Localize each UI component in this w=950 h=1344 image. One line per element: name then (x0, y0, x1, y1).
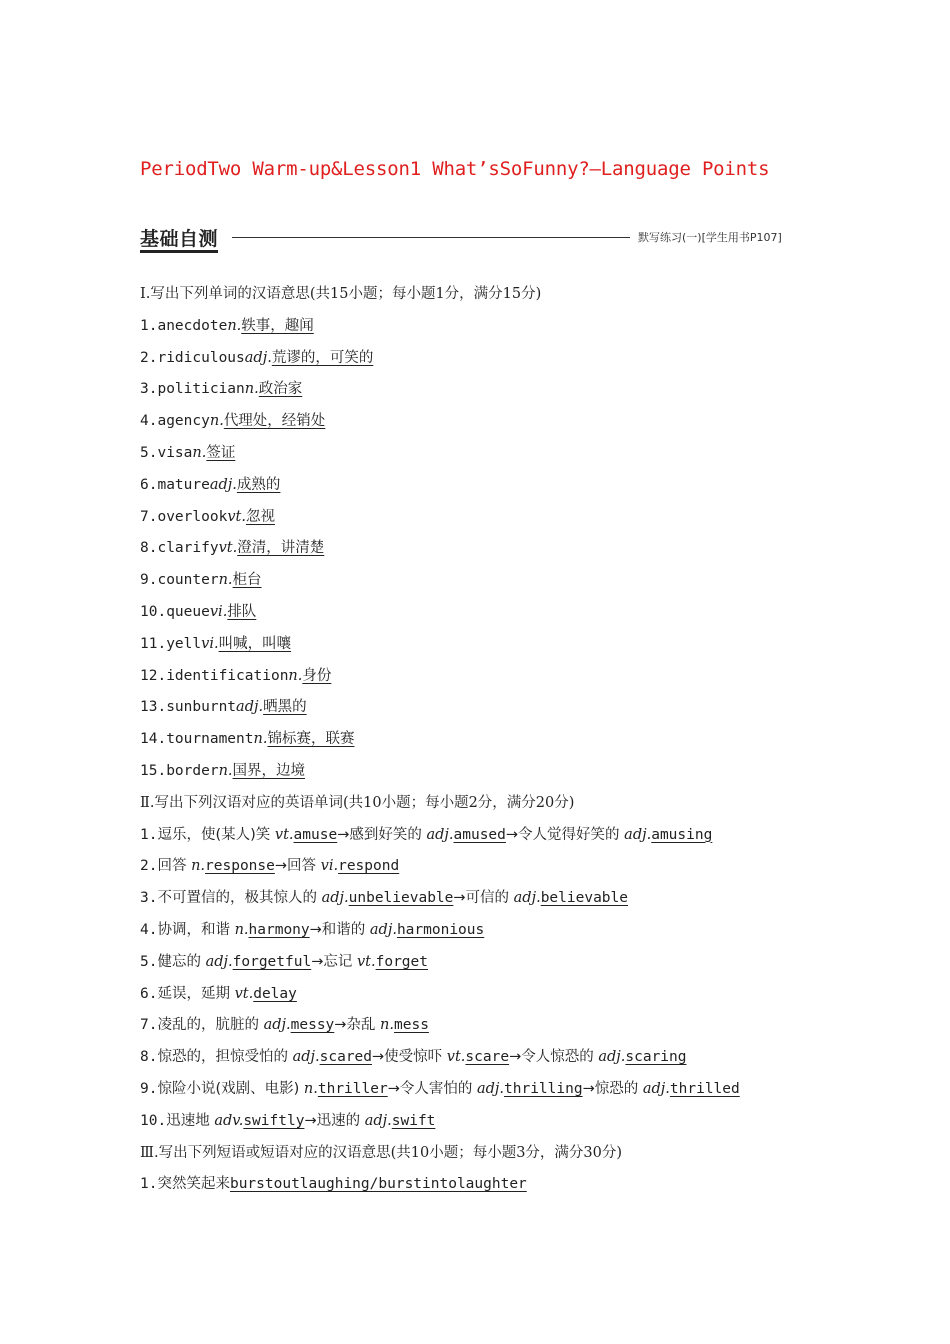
part-of-speech: adj. (209, 476, 237, 493)
item-answer: 晒黑的 (263, 699, 307, 716)
part-of-speech: adj. (364, 1112, 392, 1129)
item-prompt: →令人觉得好笑的 (505, 826, 625, 843)
item-prompt: 凌乱的，肮脏的 (157, 1017, 264, 1034)
item-number: 3. (140, 890, 158, 907)
item-answer: 柜台 (232, 572, 262, 589)
item-prompt: 延误，延期 (157, 985, 235, 1002)
item-prompt: 惊险小说(戏剧、电影) (157, 1080, 304, 1097)
item-answer: mess (394, 1017, 429, 1034)
item-word: anecdote (157, 317, 228, 334)
item-answer: 轶事，趣闻 (241, 317, 314, 334)
item-number: 10. (140, 603, 167, 620)
item-answer: scared (319, 1049, 373, 1066)
item-prompt: →令人惊恐的 (509, 1049, 599, 1066)
item-prompt: →感到好笑的 (337, 826, 427, 843)
item-number: 2. (140, 349, 158, 366)
item-answer: messy (290, 1017, 335, 1034)
item-answer: 澄清，讲清楚 (237, 540, 325, 557)
item-answer: 成熟的 (236, 476, 281, 493)
item-prompt: →惊恐的 (582, 1080, 643, 1097)
part-of-speech: adj. (476, 1080, 505, 1097)
item-number: 11. (140, 635, 167, 652)
part-of-speech: vt. (274, 826, 294, 843)
part-of-speech: vi. (201, 635, 219, 652)
item-number: 6. (140, 476, 158, 493)
item-answer: amused (453, 826, 506, 843)
item-answer: harmonious (396, 921, 485, 938)
item-prompt: →迅速的 (304, 1112, 365, 1129)
list-item (140, 759, 820, 791)
item-word: queue (166, 603, 210, 620)
list-item (140, 377, 820, 409)
item-answer: burstoutlaughing/burstintolaughter (229, 1176, 527, 1193)
part-of-speech: adj. (426, 826, 454, 843)
part-of-speech: n. (218, 572, 233, 589)
item-number: 1. (140, 317, 158, 334)
list-item (140, 314, 820, 346)
item-word: tournament (166, 731, 254, 748)
item-number: 4. (140, 413, 158, 430)
list-item (140, 1109, 820, 1141)
item-prompt: 不可置信的，极其惊人的 (157, 890, 322, 907)
item-answer: 荒谬的，可笑的 (271, 349, 374, 366)
list-item (140, 886, 820, 918)
item-answer: 忽视 (245, 508, 275, 525)
section-name: 基础自测 (140, 228, 219, 250)
part-of-speech: n. (218, 762, 233, 779)
item-answer: believable (540, 890, 629, 907)
item-prompt: 健忘的 (157, 953, 206, 970)
part-of-speech: adj. (624, 826, 652, 843)
part-of-speech: n. (253, 731, 268, 748)
part2-heading: Ⅱ.写出下列汉语对应的英语单词(共10小题；每小题2分，满分20分) (140, 794, 575, 811)
item-word: counter (157, 572, 219, 589)
item-answer: amuse (293, 826, 338, 843)
item-answer: 身份 (302, 667, 332, 684)
item-number: 13. (140, 699, 167, 716)
item-number: 5. (140, 953, 158, 970)
list-item (140, 1172, 820, 1204)
item-number: 1. (140, 826, 158, 843)
item-answer: delay (253, 985, 297, 1002)
item-number: 6. (140, 985, 158, 1002)
item-answer: amusing (651, 826, 713, 843)
list-item (140, 918, 820, 950)
part-of-speech: n. (244, 381, 259, 398)
part-of-speech: n. (192, 444, 207, 461)
item-number: 7. (140, 1017, 158, 1034)
part-of-speech: adj. (263, 1017, 291, 1034)
part-of-speech: adv. (214, 1112, 244, 1129)
part-of-speech: vt. (218, 540, 238, 557)
item-number: 7. (140, 508, 158, 525)
item-word: politician (157, 381, 245, 398)
item-word: border (166, 762, 219, 779)
item-prompt: →回答 (274, 858, 321, 875)
list-item (140, 441, 820, 473)
item-answer: thrilled (669, 1080, 740, 1097)
item-prompt: →使受惊吓 (372, 1049, 447, 1066)
part-of-speech: n. (227, 317, 242, 334)
item-answer: response (205, 858, 275, 875)
item-answer: 排队 (227, 603, 257, 620)
list-item (140, 505, 820, 537)
item-number: 10. (140, 1112, 167, 1129)
part-of-speech: n. (380, 1017, 394, 1034)
section-note: 默写练习(一)[学生用书P107] (638, 231, 782, 244)
part-of-speech: adj. (244, 349, 272, 366)
list-item (140, 1077, 820, 1109)
item-answer: unbelievable (348, 890, 454, 907)
part-of-speech: adj. (321, 890, 349, 907)
list-item (140, 982, 820, 1014)
list-item (140, 695, 820, 727)
list-item (140, 823, 820, 855)
part3-heading: Ⅲ.写出下列短语或短语对应的汉语意思(共10小题；每小题3分，满分30分) (140, 1144, 623, 1161)
item-number: 12. (140, 667, 167, 684)
part1-heading: Ⅰ.写出下列单词的汉语意思(共15小题；每小题1分，满分15分) (140, 286, 542, 302)
item-answer: swiftly (243, 1112, 305, 1129)
item-number: 8. (140, 1049, 158, 1066)
item-answer: harmony (248, 921, 310, 938)
list-item (140, 473, 820, 505)
part-of-speech: adj. (642, 1080, 670, 1097)
part-of-speech: n. (209, 413, 224, 430)
list-item (140, 536, 820, 568)
part-of-speech: n. (191, 858, 206, 875)
item-answer: thrilling (504, 1080, 583, 1097)
item-word: visa (157, 444, 193, 461)
item-word: ridiculous (157, 349, 245, 366)
list-item (140, 632, 820, 664)
part-of-speech: n. (234, 921, 249, 938)
item-word: clarify (157, 540, 219, 557)
part-of-speech: adj. (236, 699, 264, 716)
list-item (140, 409, 820, 441)
section-header (140, 224, 810, 252)
item-word: sunburnt (166, 699, 237, 716)
item-prompt: 惊恐的，担惊受怕的 (157, 1049, 293, 1066)
item-prompt: 逗乐，使(某人)笑 (157, 826, 275, 843)
part-of-speech: vi. (320, 858, 339, 875)
part-of-speech: adj. (598, 1049, 626, 1066)
part-of-speech: vt. (227, 508, 246, 525)
item-answer: forgetful (232, 953, 312, 970)
list-item (140, 568, 820, 600)
page-title: PeriodTwo Warm-up&Lesson1 What’sSoFunny?—Language Points (140, 158, 770, 180)
item-prompt: →忘记 (311, 953, 357, 970)
part-of-speech: vt. (446, 1049, 466, 1066)
item-answer: 国界，边境 (232, 762, 306, 779)
list-item (140, 1013, 820, 1045)
item-prompt: 迅速地 (166, 1112, 215, 1129)
part-of-speech: vt. (356, 953, 376, 970)
part-of-speech: n. (303, 1080, 318, 1097)
part-of-speech: adj. (292, 1049, 320, 1066)
item-answer: respond (338, 858, 400, 875)
list-item (140, 346, 820, 378)
item-number: 4. (140, 921, 158, 938)
item-number: 2. (140, 858, 158, 875)
item-prompt: 回答 (157, 858, 192, 875)
item-answer: 代理处，经销处 (223, 413, 326, 430)
list-item (140, 600, 820, 632)
item-word: mature (157, 476, 210, 493)
item-answer: 叫喊，叫嚷 (218, 635, 292, 652)
part-of-speech: adj. (513, 890, 541, 907)
part-of-speech: adj. (369, 921, 397, 938)
item-answer: swift (391, 1112, 436, 1129)
part-of-speech: vi. (209, 603, 228, 620)
item-number: 8. (140, 540, 158, 557)
item-answer: scare (465, 1049, 510, 1066)
item-number: 3. (140, 381, 158, 398)
item-answer: thriller (317, 1080, 388, 1097)
list-item (140, 950, 820, 982)
item-number: 5. (140, 444, 158, 461)
part-of-speech: vt. (234, 985, 254, 1002)
part-of-speech: n. (288, 667, 303, 684)
item-number: 9. (140, 572, 158, 589)
list-item (140, 727, 820, 759)
item-word: overlook (157, 508, 228, 525)
list-item (140, 1045, 820, 1077)
list-item (140, 854, 820, 886)
item-number: 14. (140, 731, 167, 748)
item-word: yell (166, 635, 202, 652)
item-answer: 锦标赛，联赛 (267, 731, 355, 748)
item-answer: scaring (625, 1049, 687, 1066)
item-prompt: →和谐的 (309, 921, 370, 938)
item-word: agency (157, 413, 210, 430)
item-number: 1. (140, 1176, 158, 1193)
item-answer: forget (375, 953, 428, 970)
item-answer: 签证 (206, 444, 236, 461)
item-prompt: 突然笑起来 (157, 1176, 230, 1193)
item-number: 9. (140, 1080, 158, 1097)
item-prompt: →可信的 (453, 890, 514, 907)
item-prompt: →令人害怕的 (387, 1080, 477, 1097)
item-number: 15. (140, 762, 167, 779)
section-divider (232, 237, 630, 238)
item-prompt: 协调，和谐 (157, 921, 235, 938)
item-prompt: →杂乱 (334, 1017, 381, 1034)
item-answer: 政治家 (258, 381, 303, 398)
item-word: identification (166, 667, 289, 684)
exercise-content (140, 282, 820, 1204)
part-of-speech: adj. (205, 953, 233, 970)
list-item (140, 664, 820, 696)
